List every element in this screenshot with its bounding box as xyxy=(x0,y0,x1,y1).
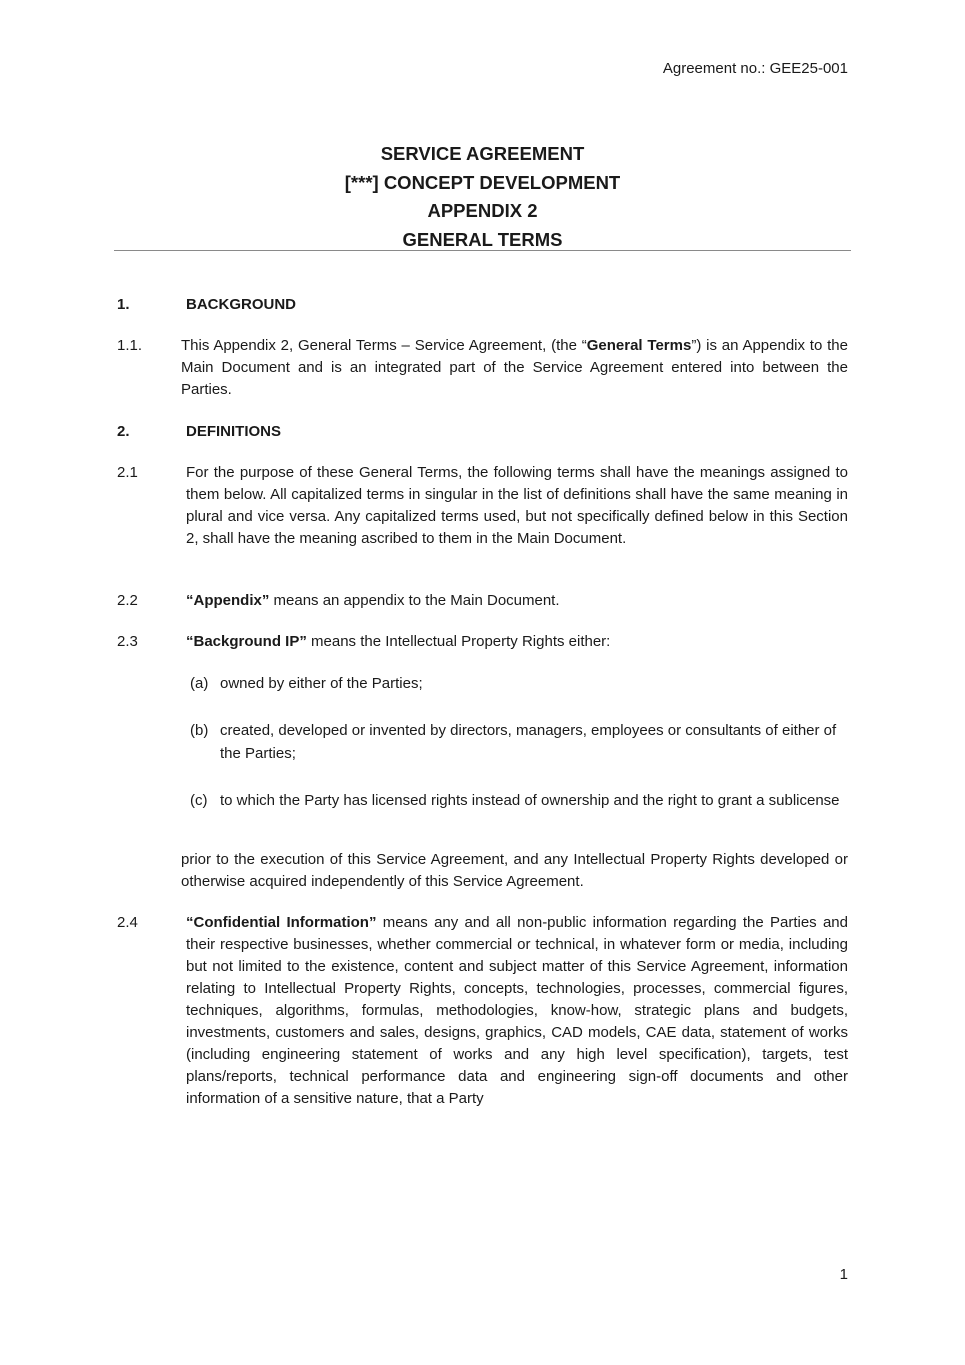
title-line-1: SERVICE AGREEMENT xyxy=(380,143,585,164)
title-line-4: GENERAL TERMS xyxy=(402,228,563,250)
clause-text: “Background IP” means the Intellectual Property Rights either: xyxy=(186,633,611,650)
list-label: (a) xyxy=(190,675,209,692)
page-number: 1 xyxy=(839,1266,848,1283)
list-text: created, developed or invented by directors, managers, employees or consultants of either of the Parties; xyxy=(220,722,837,762)
section-title: BACKGROUND xyxy=(186,296,296,313)
title-line-3: APPENDIX 2 xyxy=(427,200,538,221)
section-number: 2. xyxy=(117,423,130,440)
clause-text: For the purpose of these General Terms, the following terms shall have the meanings assigned to them below. All capitalized terms in singular in the list of definitions shall have the same meaning in plural and vice versa. Any capitalized terms used, but not specifically defined below in this Section 2, shall have the meaning ascribed to them in the Main Document. xyxy=(186,464,848,547)
defined-term: “Background IP” xyxy=(186,633,307,650)
list-label: (b) xyxy=(190,722,209,739)
document-title xyxy=(114,140,851,254)
clause-number: 2.2 xyxy=(117,592,138,609)
clause-number: 2.1 xyxy=(117,464,138,481)
list-label: (c) xyxy=(190,792,208,809)
clause-text: This Appendix 2, General Terms – Service Agreement, (the “General Terms”) is an Appendix to the Main Document and is an integrated part of the Service Agreement entered into between the Parties. xyxy=(181,337,848,398)
section-number: 1. xyxy=(117,296,130,313)
list-text: owned by either of the Parties; xyxy=(220,675,423,692)
list-text: to which the Party has licensed rights instead of ownership and the right to grant a sublicense xyxy=(220,792,840,809)
defined-term: “Confidential Information” xyxy=(186,914,377,931)
clause-text: “Confidential Information” means any and all non-public information regarding the Parties and their respective businesses, whether commercial or technical, in whatever form or media, including but not limited to the existence, content and subject matter of this Service Agreement, information relating to Intellectual Property Rights, concepts, technologies, processes, commercial figures, techniques, algorithms, formulas, methodologies, know-how, strategic plans and budgets, investments, customers and sales, designs, graphics, CAD models, CAE data, statement of works (including engineering statement of works and any high level specification), targets, test plans/reports, technical performance data and engineering sign-off documents and other information of a sensitive nature, that a Party xyxy=(186,914,848,1107)
clause-2-3-continuation: prior to the execution of this Service Agreement, and any Intellectual Property Rights developed or otherwise acquired independently of this Service Agreement. xyxy=(181,851,848,890)
title-line-2: [***] CONCEPT DEVELOPMENT xyxy=(344,171,621,193)
title-divider xyxy=(114,250,851,251)
clause-number: 1.1. xyxy=(117,337,143,354)
defined-term: “Appendix” xyxy=(186,592,270,609)
clause-number: 2.3 xyxy=(117,633,138,650)
clause-number: 2.4 xyxy=(117,914,138,931)
defined-term: General Terms xyxy=(586,337,692,354)
clause-text: “Appendix” means an appendix to the Main Document. xyxy=(186,592,560,609)
section-title: DEFINITIONS xyxy=(186,423,282,440)
agreement-number: Agreement no.: GEE25-001 xyxy=(662,60,848,77)
